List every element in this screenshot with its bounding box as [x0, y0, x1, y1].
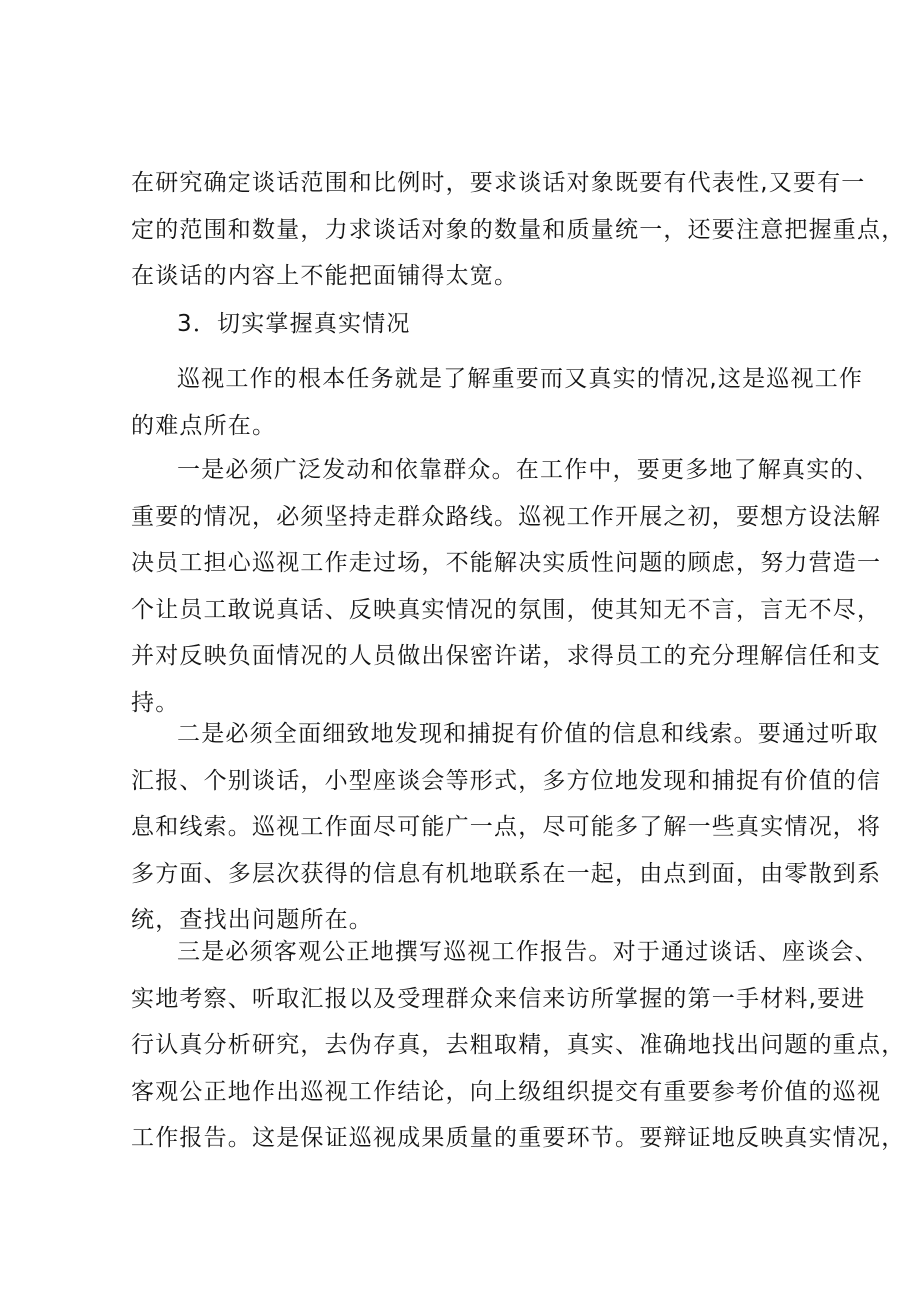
paragraph-3-line-2: 重要的情况，必须坚持走群众路线。巡视工作开展之初，要想方设法解 [131, 503, 882, 530]
paragraph-4-line-2: 汇报、个别谈话，小型座谈会等形式，多方位地发现和捕捉有价值的信 [131, 767, 882, 794]
paragraph-3-line-4: 个让员工敢说真话、反映真实情况的氛围，使其知无不言，言无不尽， [131, 596, 882, 623]
paragraph-5-line-1: 三是必须客观公正地撰写巡视工作报告。对于通过谈话、座谈会、 [177, 939, 879, 965]
paragraph-5-line-3: 行认真分析研究，去伪存真，去粗取精，真实、准确地找出问题的重点， [131, 1032, 906, 1059]
paragraph-4-line-4: 多方面、多层次获得的信息有机地联系在一起，由点到面，由零散到系 [131, 860, 882, 887]
paragraph-2-line-2: 的难点所在。 [131, 412, 277, 439]
paragraph-4-line-1: 二是必须全面细致地发现和捕捉有价值的信息和线索。要通过听取 [177, 721, 879, 747]
paragraph-4-line-5: 统，查找出问题所在。 [131, 907, 373, 934]
paragraph-2-line-1: 巡视工作的根本任务就是了解重要而又真实的情况,这是巡视工作 [177, 366, 864, 392]
paragraph-3 [131, 447, 882, 727]
paragraph-5-line-5: 工作报告。这是保证巡视成果质量的重要环节。要辩证地反映真实情况， [131, 1125, 906, 1152]
paragraph-5 [131, 929, 906, 1162]
paragraph-1 [131, 160, 906, 300]
paragraph-1-line-1: 在研究确定谈话范围和比例时，要求谈话对象既要有代表性,又要有一 [131, 170, 866, 196]
paragraph-5-line-4: 客观公正地作出巡视工作结论，向上级组织提交有重要参考价值的巡视 [131, 1078, 882, 1105]
heading-3: 3．切实掌握真实情况 [177, 311, 411, 337]
paragraph-3-line-1: 一是必须广泛发动和依靠群众。在工作中，要更多地了解真实的、 [177, 457, 879, 483]
paragraph-2 [131, 356, 864, 449]
paragraph-3-line-5: 并对反映负面情况的人员做出保密许诺，求得员工的充分理解信任和支 [131, 643, 882, 670]
paragraph-5-line-2: 实地考察、听取汇报以及受理群众来信来访所掌握的第一手材料,要进 [131, 985, 866, 1012]
paragraph-4-line-3: 息和线索。巡视工作面尽可能广一点，尽可能多了解一些真实情况，将 [131, 814, 882, 841]
paragraph-1-line-2: 定的范围和数量，力求谈话对象的数量和质量统一，还要注意把握重点， [131, 216, 906, 243]
paragraph-4 [131, 711, 882, 944]
paragraph-1-line-3: 在谈话的内容上不能把面铺得太宽。 [131, 263, 519, 290]
paragraph-3-line-3: 决员工担心巡视工作走过场，不能解决实质性问题的顾虑，努力营造一 [131, 550, 882, 577]
section-heading [131, 301, 811, 348]
paragraph-3-line-6: 持。 [131, 689, 180, 716]
